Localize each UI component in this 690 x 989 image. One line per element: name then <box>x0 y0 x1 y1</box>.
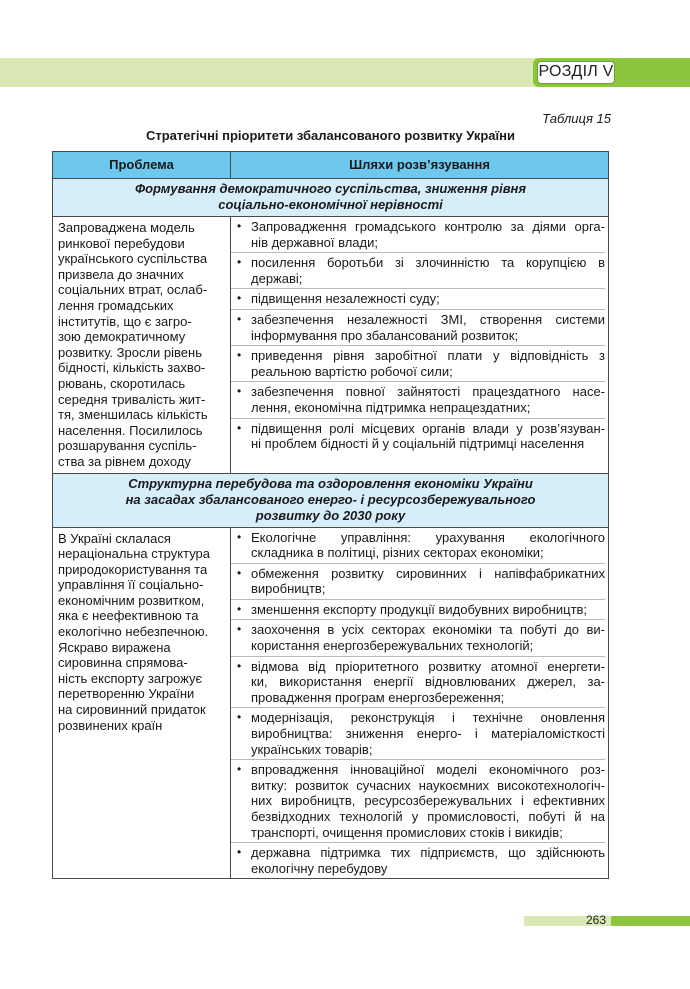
solution-item <box>231 310 605 346</box>
solution-line: них виробництв, ресурсозбережувальних і ефективних <box>251 793 605 809</box>
solution-line: українських товарів; <box>251 741 373 757</box>
problem-line: соціальних втрат, ослаб- <box>58 282 208 298</box>
solution-line: підвищення незалежності суду; <box>251 291 440 307</box>
solution-item <box>231 419 605 454</box>
solution-item <box>231 760 605 843</box>
solution-line: безвідходних технологій у промисловості, побуті й на <box>251 809 605 824</box>
problem-line: Запроваджена модель <box>58 220 195 235</box>
solution-line: заохочення в усіх секторах економіки та побуті до ви- <box>251 622 605 638</box>
problem-line: Яскраво виражена <box>58 639 171 655</box>
solution-line: користання енергозбережувальних технологій; <box>251 638 534 654</box>
bullet-icon: • <box>237 291 242 306</box>
header-solutions: Шляхи розв’язування <box>231 152 609 179</box>
bullet-icon: • <box>237 658 242 673</box>
problem-line: економічним розвитком, <box>58 592 205 608</box>
problem-line: екологічно небезпечною. <box>58 624 209 640</box>
solution-item <box>231 708 605 760</box>
page-number: 263 <box>586 913 607 927</box>
bullet-icon: • <box>237 601 242 616</box>
bullet-icon: • <box>237 255 242 270</box>
solution-line: посилення боротьби зі злочинністю та корупцією в <box>251 255 605 271</box>
problem-line: ства за рівнем доходу <box>58 453 191 469</box>
solution-item <box>231 843 605 878</box>
footer-decor-tab <box>611 916 690 926</box>
solution-line: нів державної влади; <box>251 234 378 250</box>
solution-item <box>231 657 605 709</box>
section-heading-row <box>53 179 609 217</box>
problem-line: лення громадських <box>58 297 174 313</box>
bullet-icon: • <box>237 565 242 580</box>
solution-line: Екологічне управління: урахування екологічного <box>251 529 605 545</box>
solution-line: відмова від пріоритетного розвитку атомної енергети- <box>251 658 605 674</box>
solutions-list <box>231 528 605 879</box>
solution-item <box>231 620 605 656</box>
section-content-row <box>53 527 609 879</box>
chapter-label: РОЗДІЛ V <box>537 61 615 84</box>
bullet-icon: • <box>237 219 242 233</box>
section-heading <box>53 473 609 527</box>
solution-line: забезпечення повної зайнятості працездатного насе- <box>251 384 605 400</box>
problem-line: на сировинний придаток <box>58 702 206 718</box>
solution-item <box>231 253 605 289</box>
problem-cell <box>53 527 231 879</box>
problem-line: ринкової перебудови <box>58 235 185 251</box>
section-content-row <box>53 217 609 474</box>
solution-line: виробництва: зниження енерго- і матеріаломісткості <box>251 726 605 742</box>
bullet-icon: • <box>237 845 242 860</box>
problem-line: українського суспільства <box>58 251 208 267</box>
solution-item <box>231 600 605 621</box>
solution-line: складника в політиці, різних секторах економіки; <box>251 545 544 561</box>
problem-line: управління її соціально- <box>58 577 204 593</box>
bullet-icon: • <box>237 529 242 544</box>
solution-line: екологічну перебудову <box>251 860 388 876</box>
solutions-list <box>231 217 605 454</box>
bullet-icon: • <box>237 420 242 435</box>
solution-item <box>231 528 605 564</box>
problem-line: перетворенню України <box>58 686 195 702</box>
bullet-icon: • <box>237 622 242 637</box>
solution-line: впровадження інноваційної моделі економічного роз- <box>251 762 605 778</box>
problem-line: розвинених країн <box>58 717 163 733</box>
priorities-table <box>52 151 609 879</box>
problem-line: тя, зменшилась кількість <box>58 407 208 423</box>
problem-line: сировинна спрямова- <box>58 655 188 671</box>
table-number: Таблиця 15 <box>542 111 611 126</box>
problem-line: яка є неефективною та <box>58 608 199 624</box>
bullet-icon: • <box>237 311 242 326</box>
problem-line: природокористування та <box>58 561 208 577</box>
problem-line: ність експорту загрожує <box>58 670 203 686</box>
problem-line: розшарування суспіль- <box>58 438 197 454</box>
section-heading-line: розвитку до 2030 року <box>255 507 406 523</box>
section-heading-row <box>53 473 609 527</box>
header-problem: Проблема <box>53 152 231 179</box>
section-heading-line: на засадах збалансованого енерго- і ресурсозбережувального <box>125 491 536 507</box>
solution-line: обмеження розвитку сировинних і напівфабрикатних <box>251 565 605 581</box>
problem-line: рювань, скоротилась <box>58 375 186 391</box>
bullet-icon: • <box>237 348 242 363</box>
problem-line: В Україні склалася <box>58 530 171 546</box>
problem-line: призвела до значних <box>58 266 184 282</box>
solution-line: Запровадження громадського контролю за діями орга- <box>251 219 605 234</box>
bullet-icon: • <box>237 762 242 777</box>
solution-line: забезпечення незалежності ЗМІ, створення системи <box>251 311 605 327</box>
solutions-cell <box>231 527 609 879</box>
solution-line: державна підтримка тих підприємств, що здійснюють <box>251 845 605 861</box>
problem-cell <box>53 217 231 474</box>
solution-item <box>231 289 605 310</box>
solution-line: модернізація, реконструкція і технічне оновлення <box>251 710 605 726</box>
solution-line: державі; <box>251 270 303 286</box>
table-body <box>53 179 609 879</box>
solution-line: інформування про збалансований розвиток; <box>251 327 519 343</box>
table-title: Стратегічні пріоритети збалансованого розвитку України <box>145 128 516 143</box>
solution-line: зменшення експорту продукції видобувних виробництв; <box>251 601 588 617</box>
solutions-cell <box>231 217 609 474</box>
problem-line: розвитку. Зросли рівень <box>58 344 202 360</box>
problem-line: бідності, кількість захво- <box>58 360 206 376</box>
section-heading-line: соціально-економічної нерівності <box>218 197 443 212</box>
section-heading <box>53 179 609 217</box>
solution-line: приведення рівня заробітної плати у відповідність з <box>251 348 605 364</box>
solution-item <box>231 217 605 253</box>
table-header-row <box>53 152 609 179</box>
problem-line: середня тривалість жит- <box>58 391 206 407</box>
solution-line: провадження програм енергозбереження; <box>251 689 505 705</box>
solution-line: ні проблем бідності й у соціальній підтримці населення <box>251 436 585 452</box>
problem-line: інститутів, що є загро- <box>58 313 192 329</box>
solution-item <box>231 564 605 600</box>
bullet-icon: • <box>237 384 242 399</box>
problem-line: зою демократичному <box>58 329 186 345</box>
section-heading-line: Структурна перебудова та оздоровлення економіки України <box>128 475 533 491</box>
problem-line: населення. Посилилось <box>58 422 203 438</box>
section-heading-line: Формування демократичного суспільства, зниження рівня <box>134 181 527 196</box>
solution-line: виробництв; <box>251 581 326 597</box>
solution-item <box>231 346 605 382</box>
solution-line: реальною вартістю робочої сили; <box>251 363 453 379</box>
solution-line: лення, економічна підтримка непрацездатних; <box>251 399 531 415</box>
bullet-icon: • <box>237 710 242 725</box>
solution-item <box>231 382 605 418</box>
solution-line: ки, використання енергії відновлюваних джерел, за- <box>251 674 605 690</box>
problem-line: нераціональна структура <box>58 546 211 562</box>
solution-line: транспорті, очищення промислових стоків і викидів; <box>251 824 563 840</box>
solution-line: підвищення ролі місцевих органів влади у розв’язуван- <box>251 420 605 436</box>
solution-line: витку: розвиток сучасних наукоємних високотехнологіч- <box>251 777 605 793</box>
